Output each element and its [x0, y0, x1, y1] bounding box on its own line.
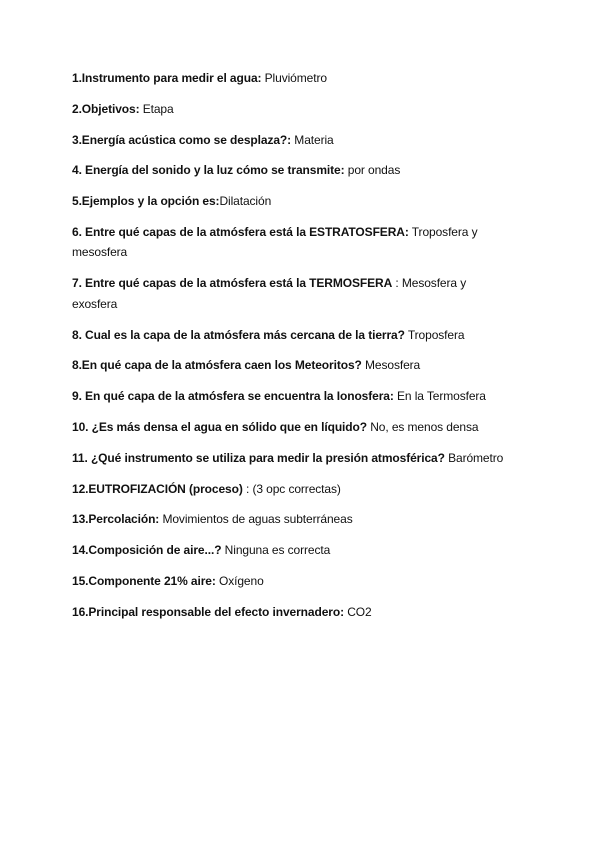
list-item — [72, 222, 512, 263]
list-item — [72, 191, 512, 212]
list-item — [72, 99, 512, 120]
list-item — [72, 448, 512, 469]
question-text: 7. Entre qué capas de la atmósfera está la TERMOSFERA — [72, 276, 393, 291]
question-text: 8. Cual es la capa de la atmósfera más cercana de la tierra? — [72, 327, 405, 342]
question-text: 2.Objetivos: — [72, 101, 140, 116]
answer-text: CO2 — [343, 604, 372, 619]
question-text: 9. En qué capa de la atmósfera se encuentra la Ionosfera: — [72, 389, 394, 404]
answer-text: Pluviómetro — [261, 71, 327, 85]
list-item — [72, 160, 512, 181]
answer-text: Troposfera y mesosfera — [72, 224, 478, 260]
question-text: 4. Energía del sonido y la luz cómo se transmite: — [72, 163, 345, 178]
list-item — [72, 571, 512, 592]
list-item — [72, 325, 512, 346]
answer-text: No, es menos densa — [366, 419, 479, 434]
question-text: 3.Energía acústica como se desplaza?: — [72, 132, 292, 147]
list-item — [72, 68, 512, 89]
question-text: 1.Instrumento para medir el agua: — [72, 71, 262, 85]
answer-text: Movimientos de aguas subterráneas — [159, 512, 353, 527]
list-item — [72, 602, 512, 623]
list-item — [72, 130, 512, 151]
list-item — [72, 509, 512, 530]
question-text: 16.Principal responsable del efecto invernadero: — [72, 604, 344, 619]
list-item — [72, 479, 512, 500]
answer-text: por ondas — [344, 163, 401, 178]
question-text: 5.Ejemplos y la opción es: — [72, 194, 220, 209]
answer-text: Barómetro — [444, 450, 504, 465]
answer-text: Mesosfera — [361, 358, 421, 373]
document-body — [72, 68, 512, 633]
question-text: 8.En qué capa de la atmósfera caen los Meteoritos? — [72, 358, 362, 373]
answer-text: Dilatación — [219, 194, 272, 209]
answer-text: : Mesosfera y exosfera — [72, 276, 467, 311]
list-item — [72, 273, 512, 314]
question-text: 15.Componente 21% aire: — [72, 573, 216, 588]
list-item — [72, 540, 512, 561]
question-text: 12.EUTROFIZACIÓN (proceso) — [72, 481, 243, 496]
question-text: 11. ¿Qué instrumento se utiliza para medir la presión atmosférica? — [72, 450, 445, 465]
question-text: 10. ¿Es más densa el agua en sólido que en líquido? — [72, 419, 367, 434]
question-text: 6. Entre qué capas de la atmósfera está la ESTRATOSFERA: — [72, 224, 409, 239]
answer-text: Etapa — [139, 101, 174, 116]
answer-text: Materia — [291, 132, 334, 147]
list-item — [72, 355, 512, 376]
question-text: 14.Composición de aire...? — [72, 543, 222, 558]
answer-text: : (3 opc correctas) — [242, 481, 341, 496]
list-item — [72, 417, 512, 438]
answer-text: Oxígeno — [215, 573, 264, 588]
answer-text: Ninguna es correcta — [221, 543, 331, 558]
answer-text: En la Termosfera — [393, 389, 486, 404]
answer-text: Troposfera — [404, 327, 465, 342]
list-item — [72, 386, 512, 407]
question-text: 13.Percolación: — [72, 512, 160, 527]
